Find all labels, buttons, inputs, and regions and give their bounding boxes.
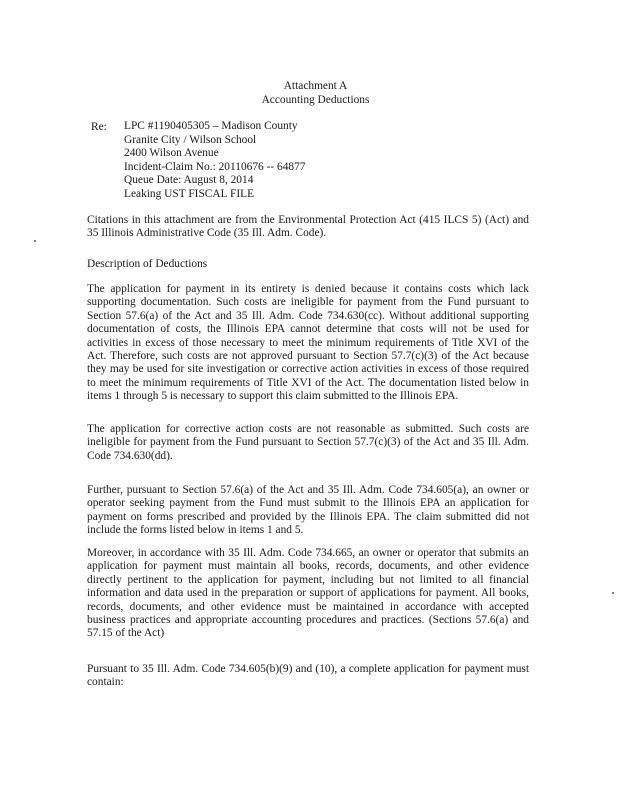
citations-paragraph: Citations in this attachment are from the Environmental Protection Act (415 ILCS 5) (Act) and 35 Illinois Administrative Code (35 Ill. Adm. Code). [87, 214, 529, 240]
re-line-site-name: Granite City / Wilson School [124, 133, 257, 146]
re-line-incident-claim: Incident-Claim No.: 20110676 -- 64877 [124, 160, 306, 173]
paragraph-supporting-documentation: The application for payment in its entirety is denied because it contains costs which lack supporting documentation. Such costs are ineligible for payment from the Fund pursuant to Section 57.6(a) of the Act and 35 Ill. Adm. Code 734.630(cc). Without additional supporting documentation of costs, the Illinois EPA cannot determine that costs will not be used for activities in excess of those necessary to meet the minimum requirements of Title XVI of the Act. Therefore, such costs are not approved pursuant to Section 57.7(c)(3) of the Act because they may be used for site investigation or corrective action activities in excess of those required to meet the minimum requirements of Title XVI of the Act. The documentation listed below in items 1 through 5 is necessary to support this claim submitted to the Illinois EPA. [87, 283, 529, 403]
re-label: Re: [91, 121, 107, 133]
re-line-fiscal-file: Leaking UST FISCAL FILE [124, 187, 255, 200]
paragraph-record-keeping: Moreover, in accordance with 35 Ill. Adm. Code 734.665, an owner or operator that submits an application for payment must maintain all books, records, documents, and other evidence directly pertinent to the application for payment, including but not limited to all financial information and data used in the preparation or support of applications for payment. All books, records, documents, and other evidence must be maintained in accordance with accepted business practices and appropriate accounting procedures and practices. (Sections 57.6(a) and 57.15 of the Act) [87, 547, 529, 640]
re-line-lpc: LPC #1190405305 – Madison County [124, 120, 298, 132]
paragraph-complete-application: Pursuant to 35 Ill. Adm. Code 734.605(b)(9) and (10), a complete application for payment must contain: [87, 663, 529, 689]
deductions-heading: Description of Deductions [87, 258, 208, 270]
re-line-address: 2400 Wilson Avenue [124, 147, 219, 160]
paragraph-corrective-action-costs: The application for corrective action costs are not reasonable as submitted. Such costs are ineligible for payment from the Fund pursuant to Section 57.7(c)(3) of the Act and 35 Ill. Adm. Code 734.630(dd). [87, 423, 529, 462]
attachment-title: Attachment A [283, 80, 348, 92]
re-line-queue-date: Queue Date: August 8, 2014 [124, 174, 254, 187]
scan-speck [612, 592, 614, 594]
re-block [124, 120, 305, 202]
paragraph-application-forms: Further, pursuant to Section 57.6(a) of the Act and 35 Ill. Adm. Code 734.605(a), an owner or operator seeking payment from the Fund must submit to the Illinois EPA an application for payment on forms prescribed and provided by the Illinois EPA. The claim submitted did not include the forms listed below in items 1 and 5. [87, 484, 529, 537]
scan-speck [34, 240, 36, 242]
attachment-subtitle: Accounting Deductions [261, 94, 370, 106]
